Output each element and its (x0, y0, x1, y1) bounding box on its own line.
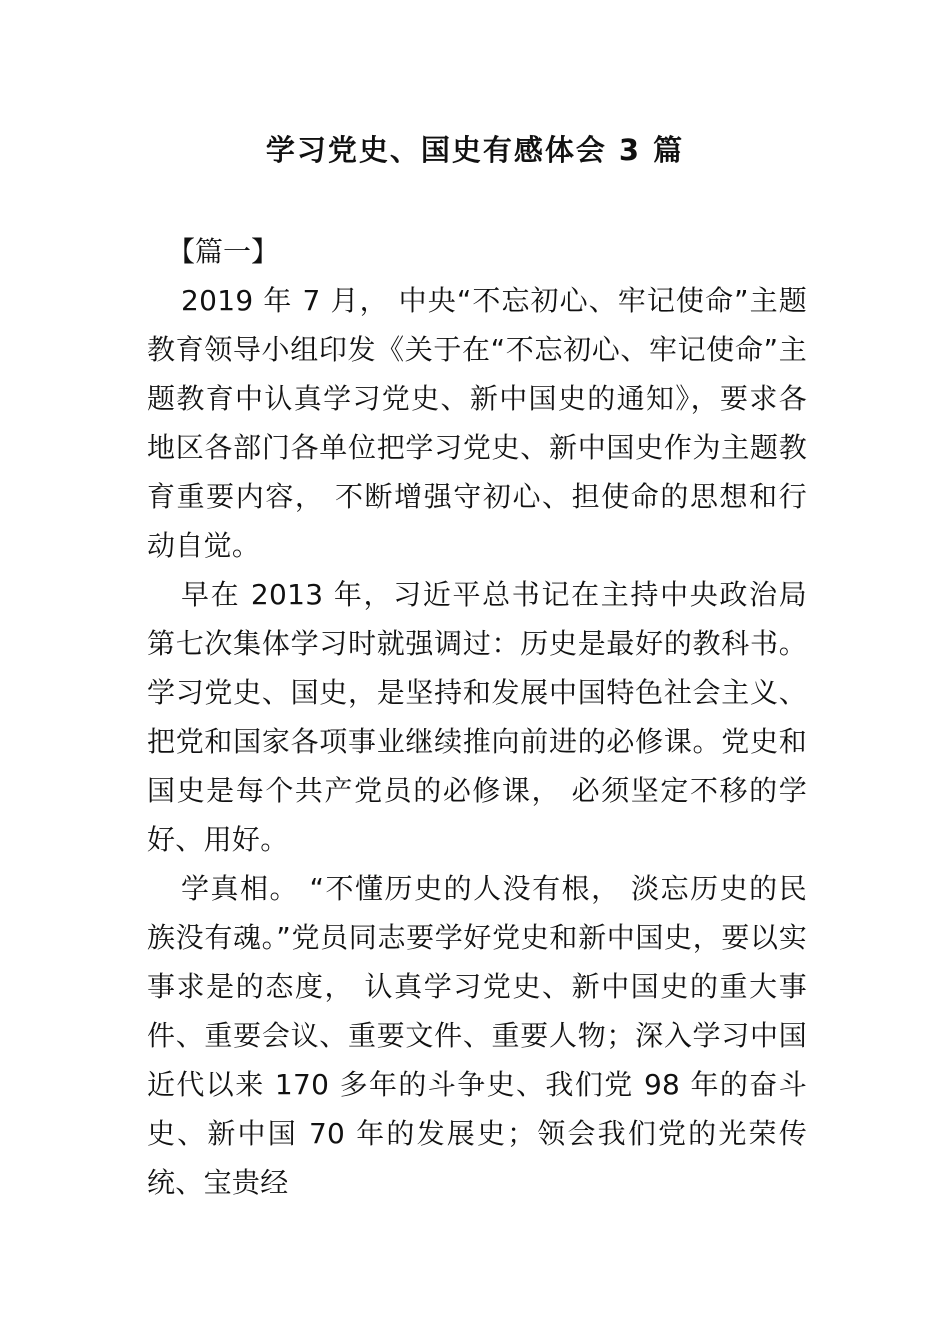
paragraph-2: 早在 2013 年，习近平总书记在主持中央政治局第七次集体学习时就强调过：历史是最好的教科书。 学习党史、国史，是坚持和发展中国特色社会主义、把党和国家各项事业继续推向前进的必修课。党史和国史是每个共产党员的必修课， 必须坚定不移的学好、用好。 (147, 578, 807, 856)
document-title: 学习党史、国史有感体会 3 篇 (265, 133, 685, 167)
section-heading: 【篇一】 (167, 235, 280, 268)
paragraph-1: 2019 年 7 月， 中央“不忘初心、牢记使命”主题教育领导小组印发《关于在“不忘初心、牢记使命”主题教育中认真学习党史、新中国史的通知》，要求各地区各部门各单位把学习党史、新中国史作为主题教育重要内容， 不断增强守初心、担使命的思想和行动自觉。 (147, 284, 807, 562)
document-body (147, 228, 807, 1207)
paragraph-3: 学真相。 “不懂历史的人没有根， 淡忘历史的民族没有魂。”党员同志要学好党史和新中国史，要以实事求是的态度， 认真学习党史、新中国史的重大事件、重要会议、重要文件、重要人物；深入学习中国近代以来 170 多年的斗争史、我们党 98 年的奋斗史、新中国 70 年的发展史；领会我们党的光荣传统、宝贵经 (147, 872, 807, 1199)
